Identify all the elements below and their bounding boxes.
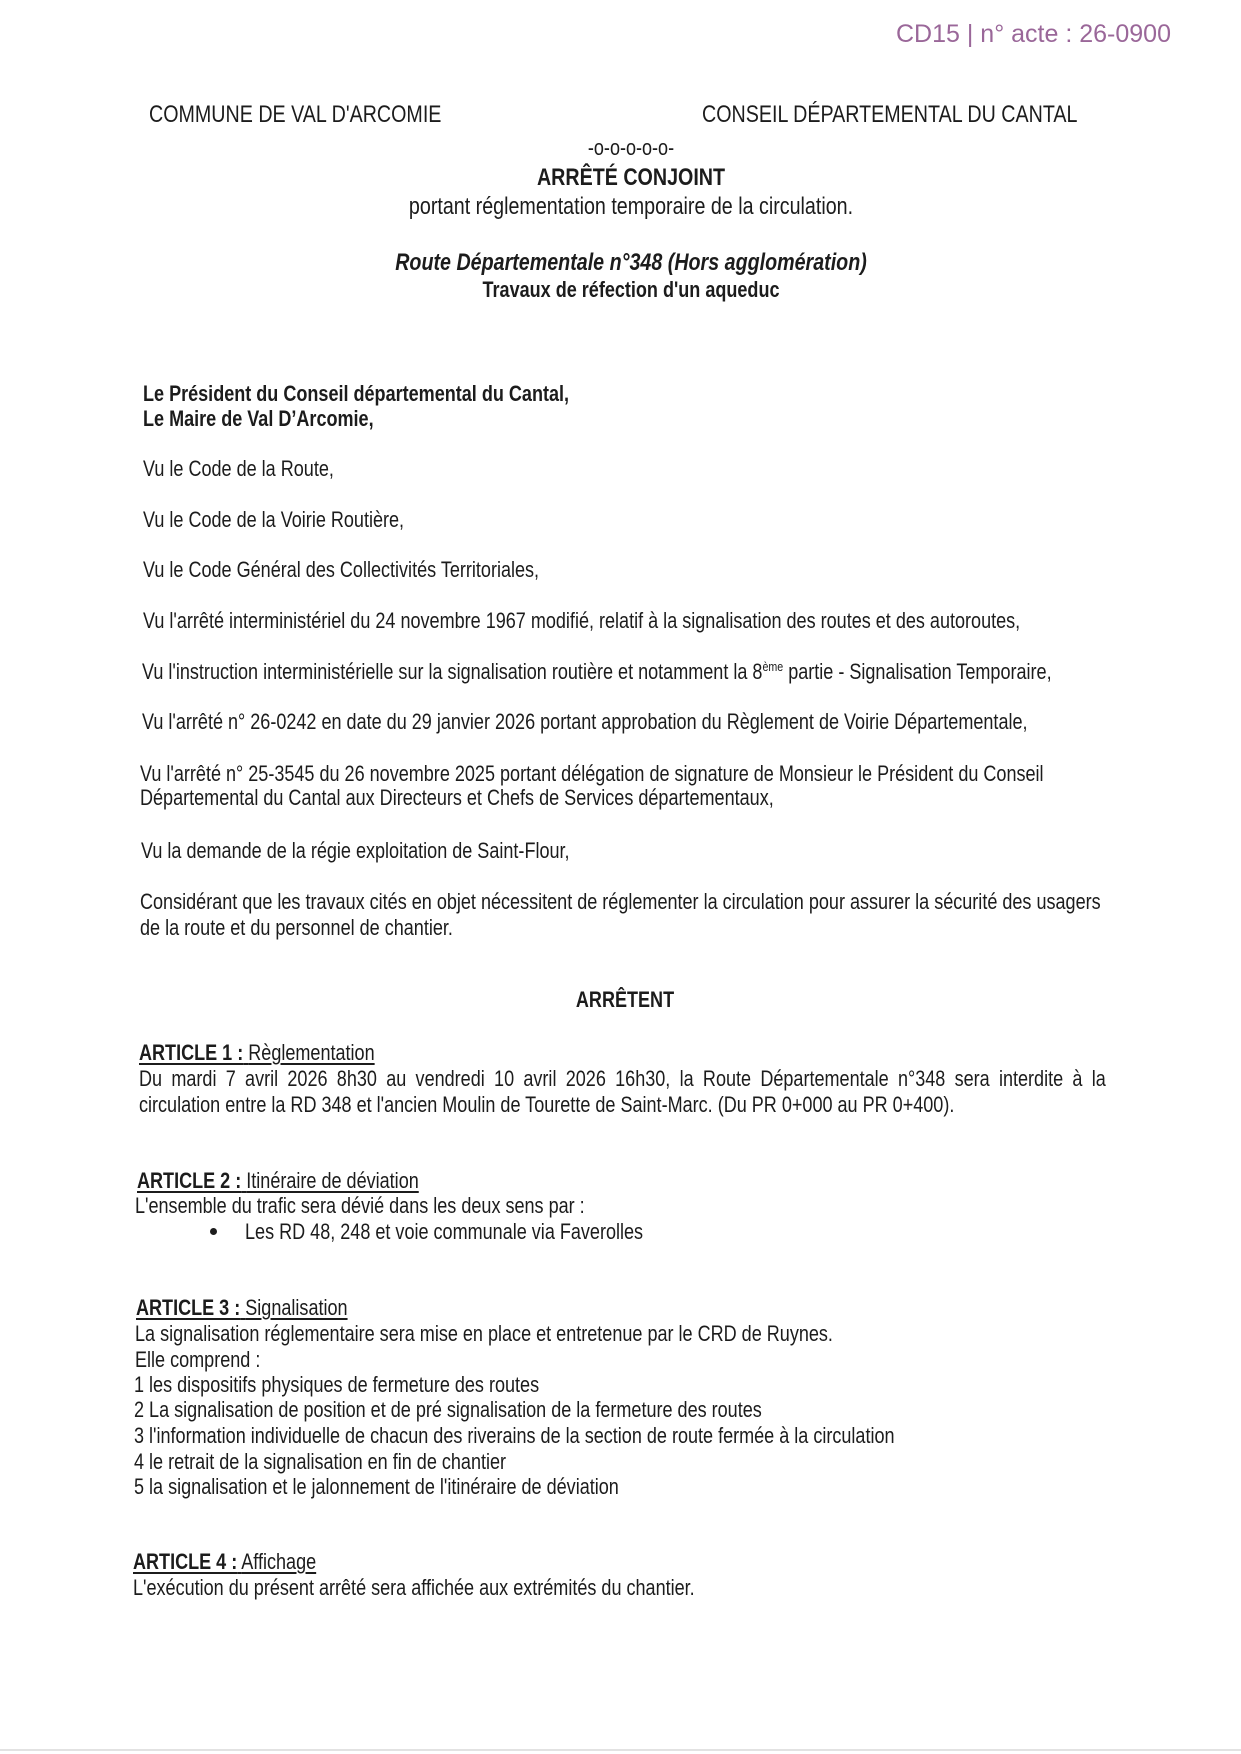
- article-2-title: Itinéraire de déviation: [246, 1168, 419, 1193]
- considering-line-1: Considérant que les travaux cités en objet nécessitent de réglementer la circulation pour assurer la sécurité des usagers: [140, 889, 1101, 914]
- article-3-list-item-1: 1 les dispositifs physiques de fermeture des routes: [134, 1372, 540, 1397]
- article-3-line-2: Elle comprend :: [135, 1347, 261, 1372]
- article-3-label: ARTICLE 3 :: [136, 1295, 241, 1320]
- article-4-heading: [133, 1549, 316, 1575]
- visa-instruction-after: partie - Signalisation Temporaire,: [783, 659, 1052, 684]
- article-3-list-item-5: 5 la signalisation et le jalonnement de l'itinéraire de déviation: [134, 1474, 619, 1499]
- bullet-icon: [210, 1228, 217, 1235]
- visa-delegation-line-2: Départemental du Cantal aux Directeurs et Chefs de Services départementaux,: [140, 785, 774, 810]
- visa-request: Vu la demande de la régie exploitation de Saint-Flour,: [141, 838, 570, 863]
- visa-interministerial-decree: Vu l'arrêté interministériel du 24 novembre 1967 modifié, relatif à la signalisation des routes et des autoroutes,: [143, 608, 1021, 633]
- article-4-title: Affichage: [241, 1549, 317, 1574]
- article-1-line-2: circulation entre la RD 348 et l'ancien Moulin de Tourette de Saint-Marc. (Du PR 0+000 au PR 0+400).: [139, 1092, 955, 1117]
- article-3-title: Signalisation: [245, 1295, 348, 1320]
- visa-local-authorities-code: Vu le Code Général des Collectivités Territoriales,: [143, 557, 540, 582]
- article-1-label: ARTICLE 1 :: [139, 1040, 244, 1065]
- visa-road-network-code: Vu le Code de la Voirie Routière,: [143, 507, 405, 532]
- article-3-line-1: La signalisation réglementaire sera mise en place et entretenue par le CRD de Ruynes.: [135, 1321, 833, 1346]
- visa-road-code: Vu le Code de la Route,: [143, 456, 334, 481]
- decision-heading: ARRÊTENT: [575, 987, 675, 1012]
- article-1-title: Règlementation: [248, 1040, 375, 1065]
- authority-president: Le Président du Conseil départemental du Cantal,: [143, 381, 570, 406]
- visa-instruction: [142, 659, 1052, 688]
- article-3-list-item-4: 4 le retrait de la signalisation en fin de chantier: [134, 1449, 507, 1474]
- article-2-line-1: L'ensemble du trafic sera dévié dans les deux sens par :: [135, 1193, 585, 1218]
- article-2-heading: [137, 1168, 419, 1194]
- decree-subtitle: portant réglementation temporaire de la circulation.: [408, 193, 854, 220]
- article-2-label: ARTICLE 2 :: [137, 1168, 242, 1193]
- article-1-heading: [139, 1040, 375, 1066]
- decree-title: ARRÊTÉ CONJOINT: [536, 164, 726, 191]
- act-number-stamp: CD15 | n° acte : 26-0900: [896, 20, 1171, 48]
- article-3-list-item-2: 2 La signalisation de position et de pré signalisation de la fermeture des routes: [134, 1397, 762, 1422]
- article-3-heading: [136, 1295, 348, 1321]
- article-2-bullet-1: Les RD 48, 248 et voie communale via Faverolles: [245, 1219, 644, 1244]
- visa-regulation: Vu l'arrêté n° 26-0242 en date du 29 janvier 2026 portant approbation du Règlement de Voirie Départementale,: [142, 709, 1028, 734]
- road-title: Route Départementale n°348 (Hors agglomération): [395, 249, 867, 276]
- authority-mayor: Le Maire de Val D’Arcomie,: [143, 406, 374, 431]
- department-header: CONSEIL DÉPARTEMENTAL DU CANTAL: [702, 101, 1078, 128]
- article-4-label: ARTICLE 4 :: [133, 1549, 238, 1574]
- works-title: Travaux de réfection d'un aqueduc: [482, 277, 780, 302]
- visa-instruction-before: Vu l'instruction interministérielle sur la signalisation routière et notamment la 8: [142, 659, 763, 684]
- article-3-list-item-3: 3 l'information individuelle de chacun des riverains de la section de route fermée à la circulation: [134, 1423, 895, 1448]
- article-1-line-1: Du mardi 7 avril 2026 8h30 au vendredi 10 avril 2026 16h30, la Route Départementale n°348 sera interdite à la: [139, 1066, 1106, 1091]
- commune-header: COMMUNE DE VAL D'ARCOMIE: [149, 101, 442, 128]
- article-4-line-1: L'exécution du présent arrêté sera affichée aux extrémités du chantier.: [133, 1575, 695, 1600]
- scan-bottom-edge: [0, 1749, 1241, 1751]
- title-separator: -o-o-o-o-o-: [587, 135, 675, 160]
- visa-delegation-line-1: Vu l'arrêté n° 25-3545 du 26 novembre 2025 portant délégation de signature de Monsieur le Président du Conseil: [140, 761, 1044, 786]
- visa-instruction-superscript: ème: [762, 659, 784, 674]
- considering-line-2: de la route et du personnel de chantier.: [140, 915, 453, 940]
